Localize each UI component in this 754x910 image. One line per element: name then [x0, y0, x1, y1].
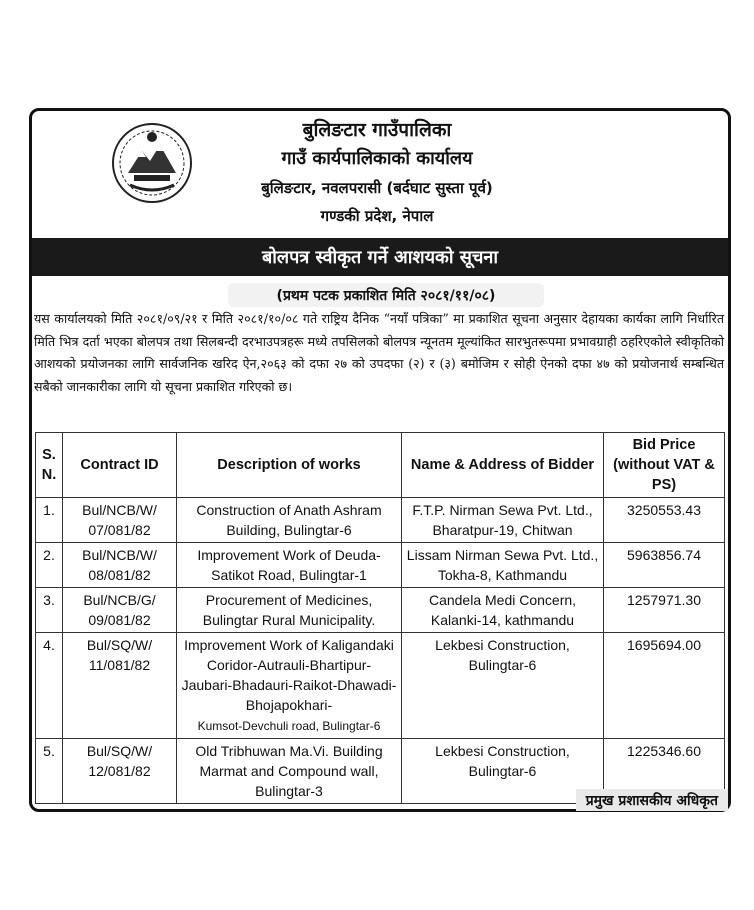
office-address: बुलिङटार, नवलपरासी (बर्दघाट सुस्ता पूर्व) — [261, 179, 493, 197]
row-contract-id: Bul/NCB/G/ 09/081/82 — [63, 588, 177, 633]
notice-title-banner — [32, 238, 728, 276]
row-description-main: Improvement Work of Kaligandaki Coridor-Autrauli-Bhartipur- Jaubari-Bhadauri-Raikot-Dhawadi- Bhojapokhari- — [181, 637, 397, 713]
notice-title: बोलपत्र स्वीकृत गर्ने आशयको सूचना — [261, 247, 499, 268]
row-contract-id: Bul/SQ/W/ 12/081/82 — [63, 739, 177, 804]
col-header-description: Description of works — [177, 433, 402, 498]
row-price: 1257971.30 — [604, 588, 725, 633]
row-contract-id: Bul/SQ/W/ 11/081/82 — [63, 633, 177, 739]
row-price: 1695694.00 — [604, 633, 725, 739]
row-bidder: Candela Medi Concern, Kalanki-14, kathmandu — [402, 588, 604, 633]
office-name: गाउँ कार्यपालिकाको कार्यालय — [281, 148, 473, 169]
col-header-contract-id: Contract ID — [63, 433, 177, 498]
row-bidder: Lekbesi Construction, Bulingtar-6 — [402, 739, 604, 804]
table-row — [36, 543, 725, 588]
row-bidder: Lissam Nirman Sewa Pvt. Ltd., Tokha-8, Kathmandu — [402, 543, 604, 588]
row-sn: 2. — [36, 543, 63, 588]
row-price: 3250553.43 — [604, 498, 725, 543]
row-description-extra: Kumsot-Devchuli road, Bulingtar-6 — [197, 719, 381, 733]
notice-body: यस कार्यालयको मिति २०८१/०९/२१ र मिति २०८१/१०/०८ गते राष्ट्रिय दैनिक “नयाँ पत्रिका” मा प्रकाशित सूचना अनुसार देहायका कार्यका लागि निर्धारित मिति भित्र दर्ता भएका बोलपत्र तथा सिलबन्दी दरभाउपत्रहरू मध्ये तपसिलको बोलपत्र न्यूनतम मूल्यांकित सारभुतरूपमा प्रभावग्राही ठहरिएकोले स्वीकृतिको आशयको प्रयोजनका लागि सार्वजनिक खरिद ऐन,२०६३ को दफा २७ को उपदफा (२) र (३) बमोजिम र सोही ऐनको दफा ४७ को प्रयोजनार्थ सम्बन्धित सबैको जानकारीका लागि यो सूचना प्रकाशित गरिएको छ। — [34, 311, 724, 394]
row-description: Improvement Work of Deuda-Satikot Road, Bulingtar-1 — [177, 543, 402, 588]
row-description — [177, 633, 402, 739]
row-bidder: F.T.P. Nirman Sewa Pvt. Ltd., Bharatpur-19, Chitwan — [402, 498, 604, 543]
table-row — [36, 633, 725, 739]
publication-date: (प्रथम पटक प्रकाशित मिति २०८१/११/०८) — [228, 283, 544, 307]
row-price: 5963856.74 — [604, 543, 725, 588]
row-description: Construction of Anath Ashram Building, Bulingtar-6 — [177, 498, 402, 543]
municipality-name: बुलिङटार गाउँपालिका — [302, 119, 452, 141]
row-description: Old Tribhuwan Ma.Vi. Building Marmat and Compound wall, Bulingtar-3 — [177, 739, 402, 804]
col-header-bidder: Name & Address of Bidder — [402, 433, 604, 498]
row-bidder: Lekbesi Construction, Bulingtar-6 — [402, 633, 604, 739]
col-header-price: Bid Price (without VAT & PS) — [604, 433, 725, 498]
col-header-sn: S. N. — [36, 433, 63, 498]
row-sn: 3. — [36, 588, 63, 633]
table-row — [36, 498, 725, 543]
row-contract-id: Bul/NCB/W/ 08/081/82 — [63, 543, 177, 588]
signature-label: प्रमुख प्रशासकीय अधिकृत — [576, 789, 728, 811]
row-sn: 5. — [36, 739, 63, 804]
table-header-row — [36, 433, 725, 498]
province-country: गण्डकी प्रदेश, नेपाल — [320, 207, 434, 225]
bid-table — [35, 432, 725, 804]
row-description: Procurement of Medicines, Bulingtar Rural Municipality. — [177, 588, 402, 633]
table-row — [36, 588, 725, 633]
row-contract-id: Bul/NCB/W/ 07/081/82 — [63, 498, 177, 543]
row-sn: 4. — [36, 633, 63, 739]
row-price: 1225346.60 — [604, 739, 725, 804]
row-sn: 1. — [36, 498, 63, 543]
